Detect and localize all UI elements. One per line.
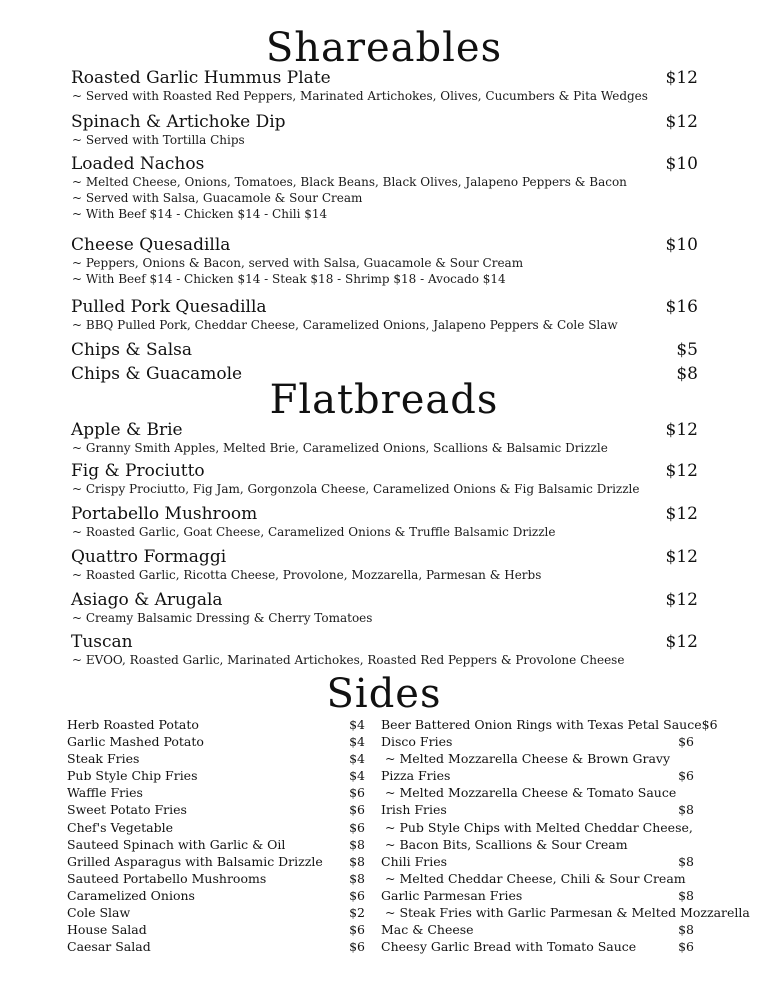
side-item-price: $8: [678, 922, 694, 938]
item-price: $10: [665, 235, 698, 255]
side-item: [381, 767, 694, 784]
item-price: $12: [665, 68, 698, 88]
side-item-name: Mac & Cheese: [381, 922, 474, 938]
side-item-name: Sweet Potato Fries: [67, 802, 187, 818]
side-item-price: $6: [349, 819, 365, 835]
side-item-name: Herb Roasted Potato: [67, 717, 199, 732]
item-price: $12: [665, 632, 698, 652]
side-item: [381, 716, 718, 733]
side-item-name: House Salad: [67, 922, 147, 938]
item-description: ~ Creamy Balsamic Dressing & Cherry Tomatoes: [72, 611, 373, 625]
side-item-price: $8: [678, 853, 694, 869]
item-description: ~ Roasted Garlic, Goat Cheese, Caramelized Onions & Truffle Balsamic Drizzle: [72, 525, 556, 539]
side-item-price: $8: [349, 870, 365, 886]
side-item: [67, 853, 365, 870]
side-item-name: Grilled Asparagus with Balsamic Drizzle: [67, 853, 323, 869]
item-price: $5: [676, 340, 698, 360]
item-description: ~ Granny Smith Apples, Melted Brie, Caramelized Onions, Scallions & Balsamic Drizzle: [72, 441, 608, 455]
side-item: [381, 938, 694, 955]
item-description: ~ Melted Cheese, Onions, Tomatoes, Black Beans, Black Olives, Jalapeno Peppers & Bacon: [72, 175, 627, 189]
item-description: ~ EVOO, Roasted Garlic, Marinated Artichokes, Roasted Red Peppers & Provolone Cheese: [72, 653, 625, 667]
item-price: $12: [665, 547, 698, 567]
side-item-price: $4: [349, 768, 365, 784]
side-item-price: $4: [349, 751, 365, 767]
side-item-price: $6: [349, 802, 365, 818]
item-price: $8: [676, 364, 698, 384]
item-name: Roasted Garlic Hummus Plate: [71, 68, 331, 88]
item-name: Fig & Prociutto: [71, 461, 205, 481]
side-item: [67, 887, 365, 904]
menu-item: [71, 420, 698, 456]
side-item-name: Garlic Mashed Potato: [67, 734, 204, 750]
side-item-name: Pizza Fries: [381, 768, 451, 784]
side-item: [381, 801, 694, 818]
side-item: [67, 819, 365, 836]
side-item-name: Caesar Salad: [67, 939, 151, 955]
side-item-name: Disco Fries: [381, 734, 453, 750]
item-description: ~ Served with Salsa, Guacamole & Sour Cream: [72, 191, 363, 205]
side-item-description: [381, 836, 694, 853]
menu-item: [71, 340, 698, 360]
side-item-name: Waffle Fries: [67, 785, 143, 801]
side-item-description: [381, 750, 694, 767]
side-item: [381, 921, 694, 938]
item-name: Chips & Guacamole: [71, 364, 243, 384]
shareables-title: Shareables: [265, 25, 503, 71]
menu-item: [71, 632, 698, 668]
side-item: [67, 921, 365, 938]
side-item-name: ~ Melted Mozzarella Cheese & Brown Gravy: [385, 751, 671, 767]
item-name: Tuscan: [71, 632, 133, 652]
item-name: Spinach & Artichoke Dip: [71, 112, 286, 132]
item-name: Loaded Nachos: [71, 154, 205, 174]
menu-item: [71, 154, 698, 222]
side-item: [381, 853, 694, 870]
menu-item: [71, 112, 698, 148]
side-item-name: Sauteed Portabello Mushrooms: [67, 870, 267, 886]
side-item-description: [381, 904, 750, 921]
side-item-name: Pub Style Chip Fries: [67, 768, 198, 784]
side-item-price: $6: [678, 734, 694, 750]
side-item-name: Garlic Parmesan Fries: [381, 887, 523, 903]
menu-item: [71, 235, 698, 287]
menu-item: [71, 547, 698, 583]
side-item-description: [381, 784, 694, 801]
side-item: [67, 801, 365, 818]
side-item-price: $6: [349, 939, 365, 955]
side-item-name: ~ Bacon Bits, Scallions & Sour Cream: [385, 836, 628, 852]
item-price: $10: [665, 154, 698, 174]
sides-right-column: [381, 716, 750, 955]
item-description: ~ With Beef $14 - Chicken $14 - Chili $14: [72, 207, 328, 221]
side-item-description: [381, 870, 694, 887]
side-item-price: $6: [678, 768, 694, 784]
sides-title: Sides: [326, 671, 442, 717]
side-item-price: $4: [349, 717, 365, 732]
side-item-name: ~ Steak Fries with Garlic Parmesan & Melted Mozzarella: [385, 905, 750, 921]
item-price: $12: [665, 590, 698, 610]
item-price: $12: [665, 461, 698, 481]
item-price: $12: [665, 504, 698, 524]
item-description: ~ BBQ Pulled Pork, Cheddar Cheese, Caramelized Onions, Jalapeno Peppers & Cole Slaw: [72, 318, 618, 332]
item-description: ~ Served with Tortilla Chips: [72, 133, 245, 147]
item-price: $12: [665, 112, 698, 132]
side-item: [381, 733, 694, 750]
side-item: [67, 904, 365, 921]
item-description: ~ Roasted Garlic, Ricotta Cheese, Provolone, Mozzarella, Parmesan & Herbs: [72, 568, 542, 582]
side-item-name: ~ Melted Cheddar Cheese, Chili & Sour Cream: [385, 870, 686, 886]
side-item: [67, 733, 365, 750]
menu-item: [71, 504, 698, 540]
side-item-price: $8: [349, 836, 365, 852]
item-name: Asiago & Arugala: [71, 590, 223, 610]
side-item-name: Cheesy Garlic Bread with Tomato Sauce: [381, 939, 637, 955]
sides-left-column: [67, 716, 365, 955]
item-name: Portabello Mushroom: [71, 504, 258, 524]
side-item: [67, 767, 365, 784]
side-item-name: Steak Fries: [67, 751, 140, 767]
side-item-name: Chili Fries: [381, 853, 448, 869]
side-item: [67, 750, 365, 767]
side-item-name: Caramelized Onions: [67, 887, 195, 903]
item-name: Pulled Pork Quesadilla: [71, 297, 267, 317]
item-name: Cheese Quesadilla: [71, 235, 231, 255]
side-item-name: Cole Slaw: [67, 905, 131, 921]
item-name: Quattro Formaggi: [71, 547, 227, 567]
side-item-name: ~ Pub Style Chips with Melted Cheddar Cheese,: [385, 819, 693, 835]
side-item: [67, 836, 365, 853]
menu-item: [71, 68, 698, 104]
side-item-price: $6: [349, 887, 365, 903]
side-item-price: $8: [349, 853, 365, 869]
side-item-name: ~ Melted Mozzarella Cheese & Tomato Sauce: [385, 785, 677, 801]
menu-item: [71, 297, 698, 333]
side-item-price: $6: [701, 717, 718, 732]
side-item-price: $4: [349, 734, 365, 750]
side-item-name: Chef's Vegetable: [67, 819, 174, 835]
item-price: $16: [665, 297, 698, 317]
side-item: [381, 887, 694, 904]
side-item-price: $8: [678, 802, 694, 818]
side-item-price: $6: [349, 785, 365, 801]
item-name: Chips & Salsa: [71, 340, 193, 360]
side-item-name: Irish Fries: [381, 802, 447, 818]
side-item-name: Beer Battered Onion Rings with Texas Petal Sauce: [381, 717, 702, 732]
menu-item: [71, 590, 698, 626]
item-description: ~ Crispy Prociutto, Fig Jam, Gorgonzola Cheese, Caramelized Onions & Fig Balsamic Drizzle: [72, 482, 640, 496]
flatbreads-title: Flatbreads: [269, 377, 499, 423]
item-name: Apple & Brie: [71, 420, 183, 440]
side-item-description: [381, 819, 694, 836]
item-price: $12: [665, 420, 698, 440]
side-item-price: $6: [678, 939, 694, 955]
menu-item: [71, 461, 698, 497]
side-item-name: Sauteed Spinach with Garlic & Oil: [67, 836, 286, 852]
side-item: [67, 716, 365, 733]
item-description: ~ Peppers, Onions & Bacon, served with Salsa, Guacamole & Sour Cream: [72, 256, 524, 270]
side-item: [67, 938, 365, 955]
side-item-price: $8: [678, 887, 694, 903]
side-item: [67, 784, 365, 801]
side-item-price: $2: [349, 905, 365, 921]
side-item-price: $6: [349, 922, 365, 938]
side-item: [67, 870, 365, 887]
item-description: ~ With Beef $14 - Chicken $14 - Steak $18 - Shrimp $18 - Avocado $14: [72, 272, 506, 286]
item-description: ~ Served with Roasted Red Peppers, Marinated Artichokes, Olives, Cucumbers & Pita Wedges: [72, 89, 648, 103]
